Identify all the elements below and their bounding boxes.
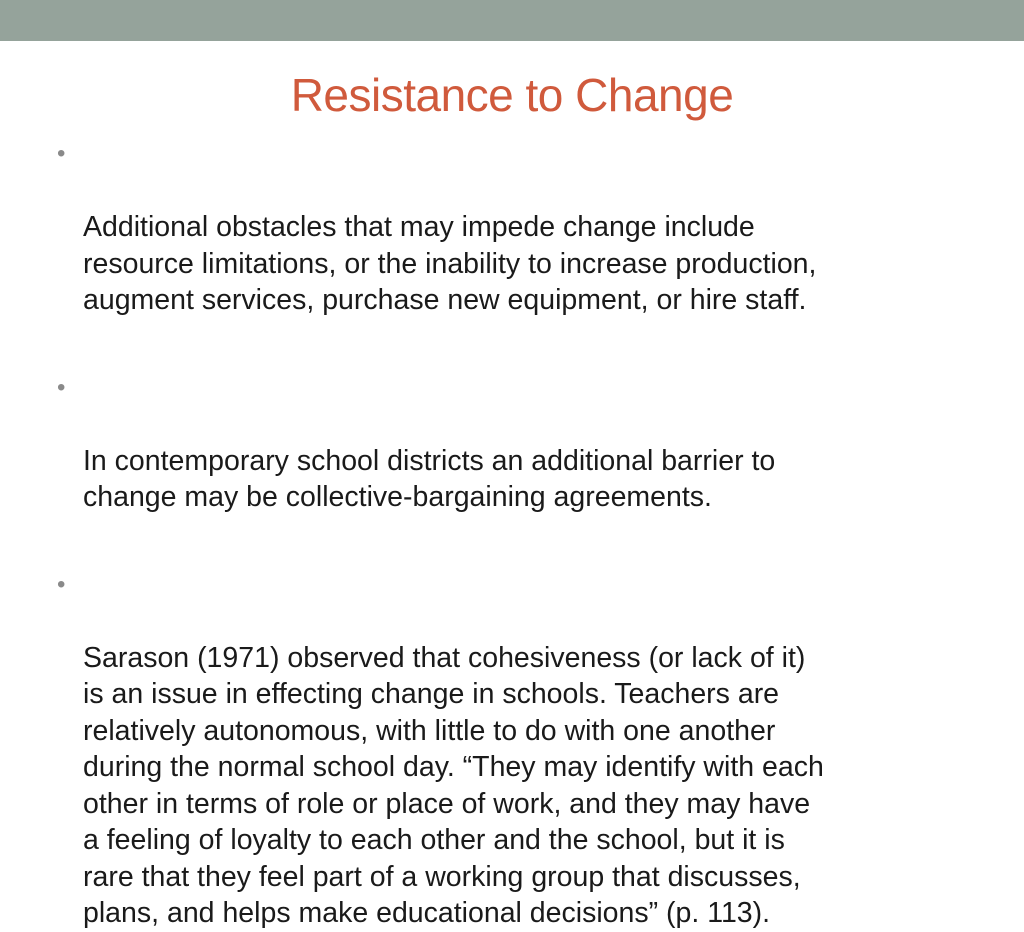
bullet-text: In contemporary school districts an additional barrier to change may be collective-bargaining agreements. [83, 444, 776, 513]
top-accent-bar [0, 0, 1024, 41]
bullet-dot-icon: • [57, 373, 66, 401]
bullet-dot-icon: • [57, 570, 66, 598]
bullet-item [57, 567, 987, 932]
bullet-text: Additional obstacles that may impede change include resource limitations, or the inability to increase production, augment services, purchase new equipment, or hire staff. [83, 211, 817, 316]
slide-title: Resistance to Change [290, 69, 734, 121]
bullet-item [57, 370, 987, 516]
bullet-dot-icon: • [57, 140, 66, 167]
bullet-list [57, 136, 987, 932]
bullet-item [57, 136, 987, 319]
bullet-text: Sarason (1971) observed that cohesiveness (or lack of it) is an issue in effecting change in schools. Teachers are relatively autonomous, with little to do with one another during the normal school day. “They may identify with each other in terms of role or place of work, and they may have a feeling of loyalty to each other and the school, but it is rare that they feel part of a working group that discusses, plans, and helps make educational decisions” (p. 113). [83, 641, 824, 929]
